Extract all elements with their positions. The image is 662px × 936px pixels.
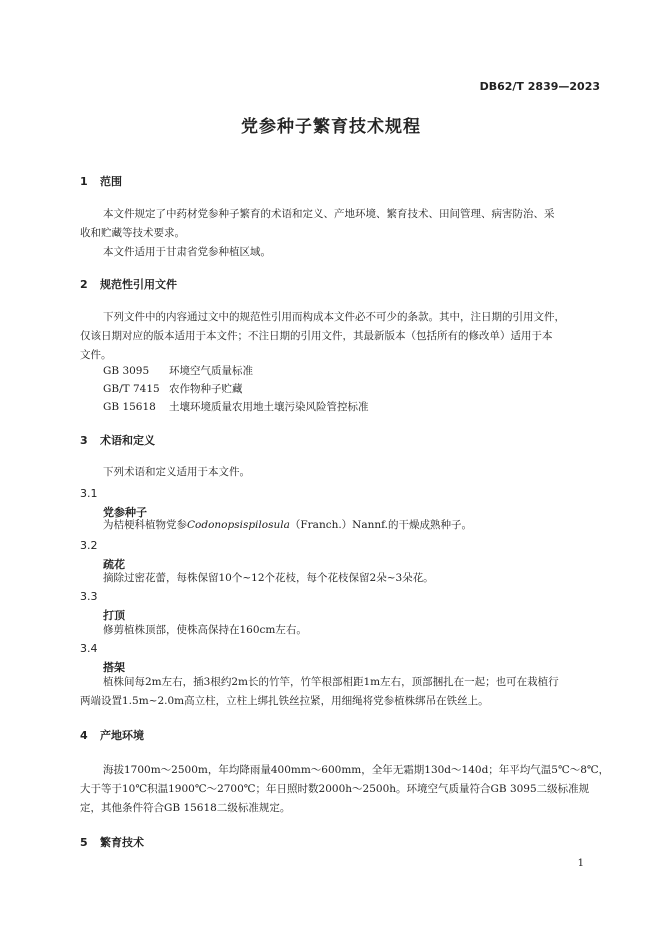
section-3-intro: 下列术语和定义适用于本文件。: [103, 466, 250, 478]
term-definition: [103, 515, 472, 535]
reference-item: [103, 361, 253, 381]
section-number: 4: [80, 729, 88, 742]
reference-item: [103, 379, 243, 399]
section-2-heading: [80, 276, 177, 292]
section-1-para-2: 本文件适用于甘肃省党参种植区域。: [103, 246, 271, 258]
section-1-para-1b: 收和贮藏等技术要求。: [80, 227, 185, 239]
section-4-heading: [80, 727, 144, 743]
latin-name: Codonopsispilosula: [187, 519, 290, 531]
document-code: DB62/T 2839—2023: [479, 80, 600, 93]
term-definition-line-1: 植株间每2m左右，插3根约2m长的竹竿，竹竿根部相距1m左右，顶部捆扎在一起；也可在栽植行: [103, 676, 559, 688]
def-post: （Franch.）Nannf.的干燥成熟种子。: [289, 519, 473, 531]
term-definition: 摘除过密花蕾，每株保留10个~12个花枝，每个花枝保留2朵~3朵花。: [103, 572, 434, 584]
reference-code: GB/T 7415: [103, 383, 160, 395]
reference-code: GB 15618: [103, 401, 156, 413]
section-title: 规范性引用文件: [100, 278, 177, 291]
term-number: 3.3: [80, 590, 98, 603]
section-3-heading: [80, 432, 155, 448]
section-title: 术语和定义: [100, 434, 155, 447]
section-1-para-1a: 本文件规定了中药材党参种子繁育的术语和定义、产地环境、繁育技术、田间管理、病害防治、采: [103, 208, 555, 220]
term-title: 疏花: [103, 558, 125, 571]
section-title: 繁育技术: [100, 836, 144, 849]
term-title: 打顶: [103, 609, 125, 622]
section-number: 2: [80, 278, 88, 291]
term-title: 搭架: [103, 661, 125, 674]
term-number: 3.2: [80, 539, 98, 552]
section-2-para-1a: 下列文件中的内容通过文中的规范性引用而构成本文件必不可少的条款。其中，注日期的引用文件，: [103, 311, 565, 323]
term-definition-line-2: 两端设置1.5m~2.0m高立柱，立柱上绑扎铁丝拉紧，用细绳将党参植株绑吊在铁丝上。: [80, 695, 489, 707]
term-definition: 修剪植株顶部，使株高保持在160cm左右。: [103, 624, 307, 636]
section-2-para-1b: 仅该日期对应的版本适用于本文件；不注日期的引用文件，其最新版本（包括所有的修改单）适用于本: [80, 330, 553, 342]
term-number: 3.4: [80, 642, 98, 655]
reference-name: 土壤环境质量农用地土壤污染风险管控标准: [169, 401, 369, 413]
section-1-heading: [80, 173, 122, 189]
section-title: 范围: [100, 175, 122, 188]
section-number: 5: [80, 836, 88, 849]
section-4-para-1a: 海拔1700m～2500m，年均降雨量400mm～600mm，全年无霜期130d～140d；年平均气温5℃～8℃，: [103, 764, 610, 776]
reference-code: GB 3095: [103, 365, 150, 377]
document-title: 党参种子繁育技术规程: [241, 117, 421, 137]
reference-name: 环境空气质量标准: [169, 365, 253, 377]
reference-name: 农作物种子贮藏: [169, 383, 243, 395]
section-number: 1: [80, 175, 88, 188]
term-number: 3.1: [80, 487, 98, 500]
term-title: 党参种子: [103, 506, 147, 519]
section-4-para-1b: 大于等于10℃积温1900℃～2700℃；年日照时数2000h～2500h。环境空气质量符合GB 3095二级标准规: [80, 783, 590, 795]
def-pre: 为桔梗科植物党参: [103, 519, 187, 531]
section-number: 3: [80, 434, 88, 447]
section-2-para-1c: 文件。: [80, 349, 112, 361]
page-number: 1: [577, 858, 584, 869]
reference-item: [103, 397, 369, 417]
section-title: 产地环境: [100, 729, 144, 742]
section-5-heading: [80, 834, 144, 850]
section-4-para-1c: 定，其他条件符合GB 15618二级标准规定。: [80, 802, 291, 814]
